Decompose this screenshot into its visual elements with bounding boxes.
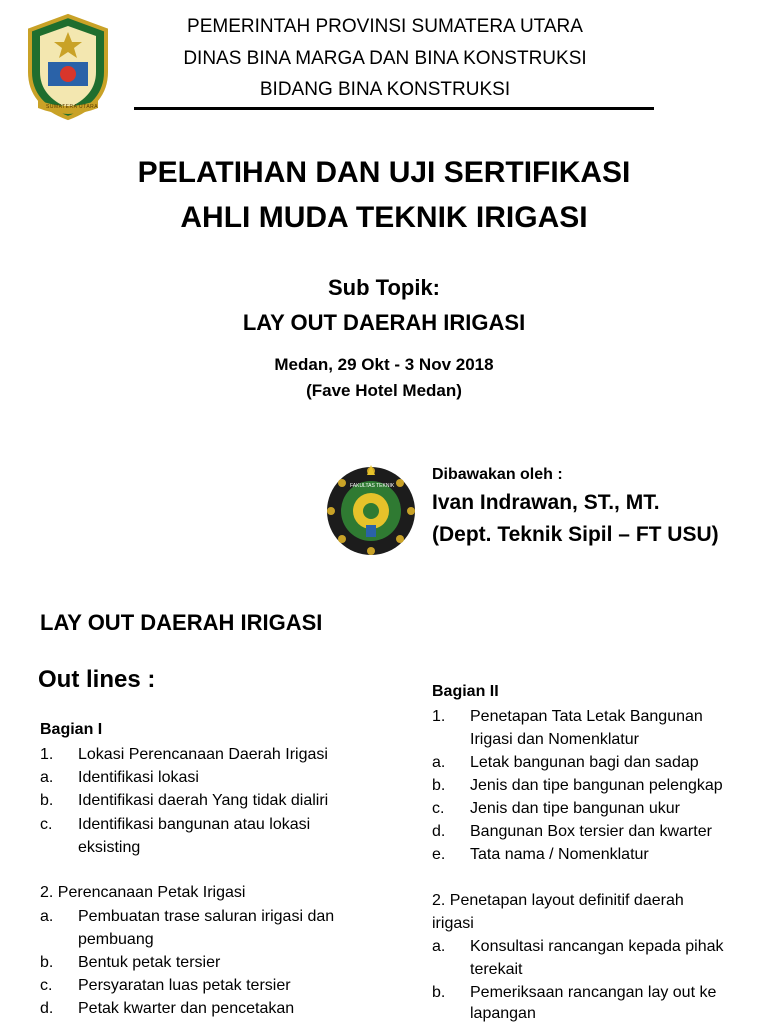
heading-line: irigasi [432,915,474,932]
list-text: Pembuatan trase saluran irigasi dan [78,908,335,925]
list-text: Penetapan Tata Letak Bangunan [470,708,703,725]
outlines-label: Out lines : [38,666,156,693]
bagian-2-section-2-heading [432,889,752,935]
list-text: Identifikasi lokasi [78,769,199,786]
presenter-affiliation: (Dept. Teknik Sipil – FT USU) [432,523,719,546]
list-marker: c. [40,816,53,833]
list-text: Identifikasi bangunan atau lokasi [78,816,311,833]
list-text: Identifikasi daerah Yang tidak dialiri [78,792,329,809]
list-marker: e. [432,846,446,863]
list-marker: b. [432,984,446,1001]
province-logo-text: SUMATERA UTARA [46,104,99,110]
list-text: Konsultasi rancangan kepada pihak [470,938,724,955]
event-venue: (Fave Hotel Medan) [306,381,462,400]
main-title-line-1: PELATIHAN DAN UJI SERTIFIKASI [137,156,631,189]
list-marker: c. [432,800,445,817]
list-text: Pemeriksaan rancangan lay out ke [470,984,717,1001]
list-text: Jenis dan tipe bangunan ukur [470,800,680,817]
list-marker: b. [40,954,54,971]
faculty-logo [322,463,420,559]
province-logo [18,12,118,122]
presenter-label: Dibawakan oleh : [432,466,563,483]
list-marker: b. [432,777,446,794]
list-text: Bentuk petak tersier [78,954,221,971]
slide2-title: LAY OUT DAERAH IRIGASI [40,610,323,635]
list-marker: 1. [40,746,54,763]
bagian-2-heading: Bagian II [432,683,499,700]
list-marker: d. [432,823,446,840]
list-text: Letak bangunan bagi dan sadap [470,754,699,771]
event-date: Medan, 29 Okt - 3 Nov 2018 [274,355,494,374]
list-marker: a. [40,769,54,786]
list-marker: d. [40,1000,54,1017]
list-text: terekait [470,961,523,978]
list-marker: b. [40,792,54,809]
header-line-3: BIDANG BINA KONSTRUKSI [259,79,511,100]
main-title-line-2: AHLI MUDA TEKNIK IRIGASI [180,201,588,234]
presenter-name: Ivan Indrawan, ST., MT. [432,491,660,514]
header-divider [134,107,654,110]
heading-line: 2. Penetapan layout definitif daerah [432,892,684,909]
subtopic-name: LAY OUT DAERAH IRIGASI [242,310,526,335]
header-line-2: DINAS BINA MARGA DAN BINA KONSTRUKSI [183,48,587,69]
list-marker: a. [432,938,446,955]
list-text: Jenis dan tipe bangunan pelengkap [470,777,723,794]
list-text: Petak kwarter dan pencetakan [78,1000,295,1017]
bagian-1-heading: Bagian I [40,721,103,738]
list-text: Tata nama / Nomenklatur [470,846,649,863]
list-text: Bangunan Box tersier dan kwarter [470,823,712,840]
list-marker: c. [40,977,53,994]
list-text: eksisting [78,839,141,856]
header-line-1: PEMERINTAH PROVINSI SUMATERA UTARA [187,16,583,37]
bagian-1-section-2-heading: 2. Perencanaan Petak Irigasi [40,884,246,901]
subtopic-label: Sub Topik: [327,275,441,300]
list-marker: a. [40,908,54,925]
list-text: lapangan [470,1005,536,1022]
list-text: Persyaratan luas petak tersier [78,977,291,994]
list-marker: a. [432,754,446,771]
list-text: Irigasi dan Nomenklatur [470,731,639,748]
faculty-logo-text: FAKULTAS TEKNIK [350,483,395,489]
list-text: Lokasi Perencanaan Daerah Irigasi [78,746,328,763]
list-text: pembuang [78,931,154,948]
list-marker: 1. [432,708,446,725]
